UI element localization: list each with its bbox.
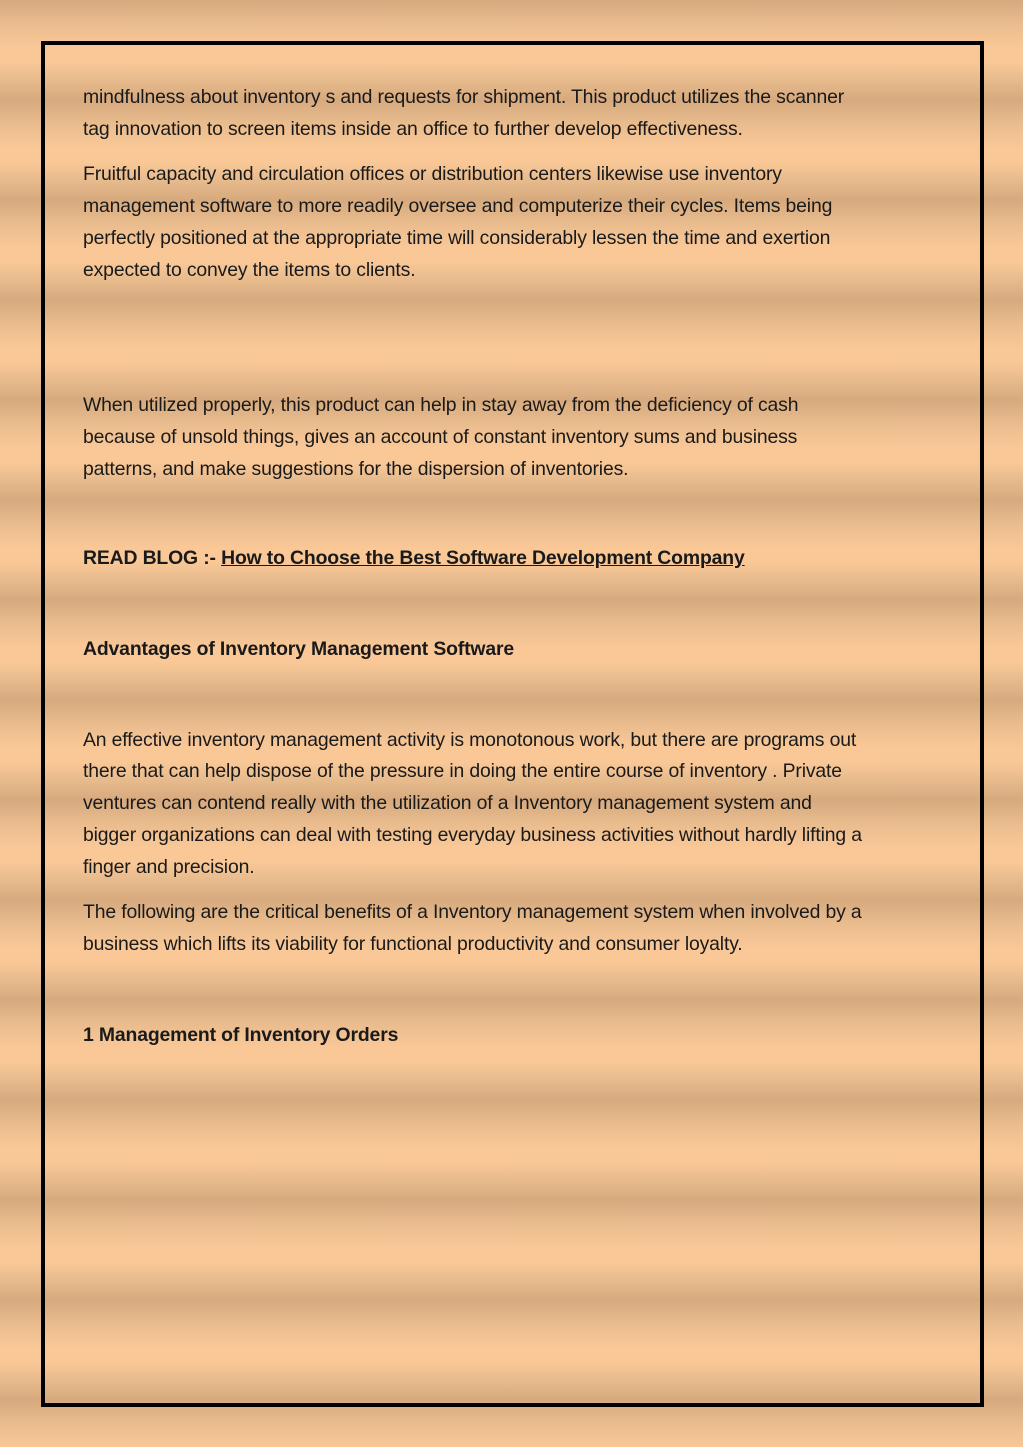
read-blog-prefix: READ BLOG :- [83, 547, 222, 570]
paragraph-proper-use: When utilized properly, this product can help in stay away from the deficiency of cash because of unsold things, gives an account of constant inventory sums and business patterns, and make suggestions for the dispersion of inventories. [83, 394, 799, 480]
paragraph-intro-continuation: mindfulness about inventory s and requests for shipment. This product utilizes the scanner tag innovation to screen items inside an office to further develop effectiveness. [83, 86, 845, 140]
paragraph-distribution-centers: Fruitful capacity and circulation offices or distribution centers likewise use inventory management software to more readily oversee and computerize their cycles. Items being perfectly positioned at the appropriate time will considerably lessen the time and exertion expected to convey the items to clients. [83, 163, 833, 281]
heading-advantages: Advantages of Inventory Management Software [83, 638, 515, 661]
heading-section-1: 1 Management of Inventory Orders [83, 1023, 399, 1046]
read-blog-line [83, 543, 863, 575]
document-body [83, 82, 863, 1051]
read-blog-link[interactable]: How to Choose the Best Software Development Company [221, 547, 745, 570]
paragraph-effective-management: An effective inventory management activity is monotonous work, but there are programs out there that can help dispose of the pressure in doing the entire course of inventory . Private ventures can contend really with the utilization of a Inventory management system and bigger organizations can deal with testing everyday business activities without hardly lifting a finger and precision. [83, 728, 862, 878]
paragraph-critical-benefits: The following are the critical benefits of a Inventory management system when involved by a business which lifts its viability for functional productivity and consumer loyalty. [83, 901, 862, 955]
